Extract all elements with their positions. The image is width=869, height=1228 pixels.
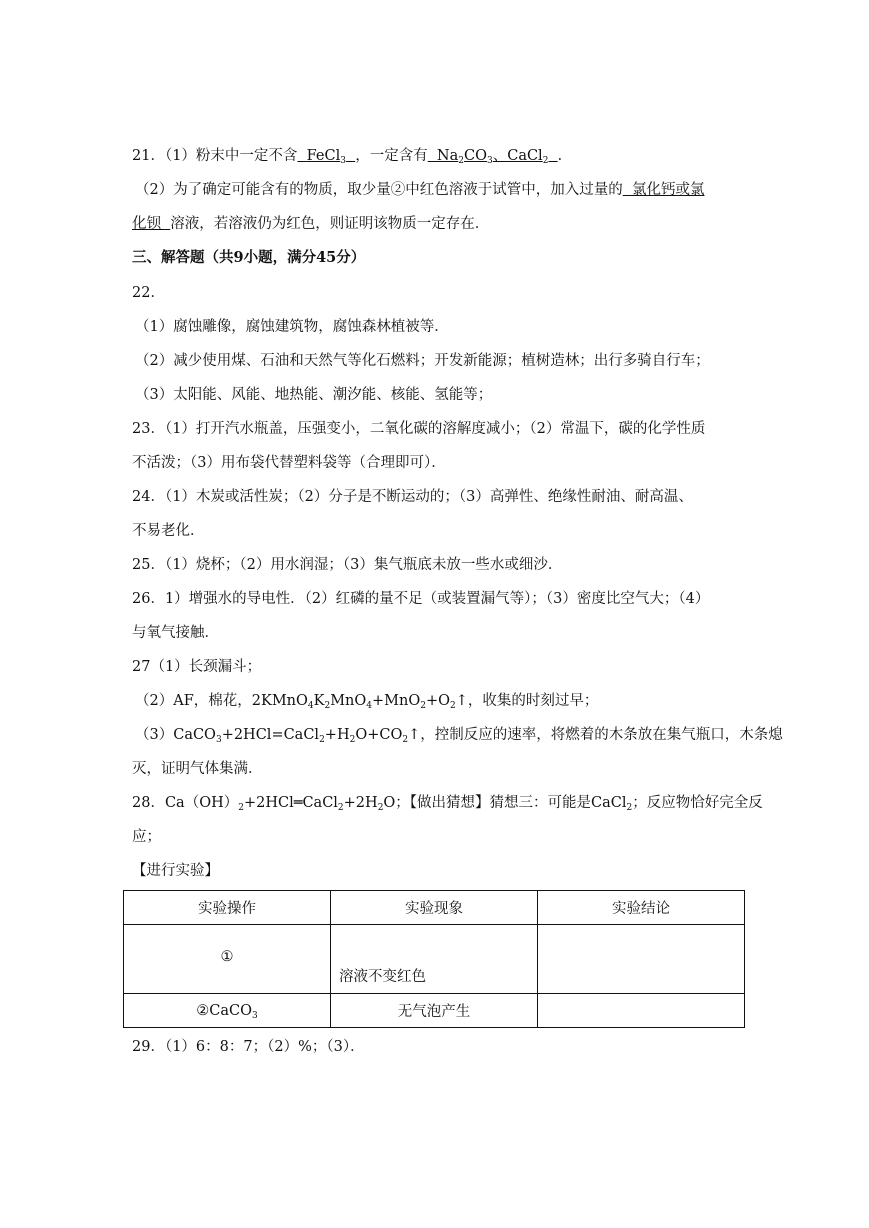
answer-text: 化钡 (132, 216, 161, 232)
answer-text: 、CaCl (492, 148, 543, 164)
q21-line2 (135, 181, 704, 199)
q22-number: 22． (132, 285, 165, 301)
answer-text: 氯化钙或氯 (631, 182, 705, 198)
q21-text: 溶液，若溶液仍为红色，则证明该物质一定存在． (170, 216, 490, 232)
q26-line2: 与氧气接触． (132, 625, 219, 641)
formula-text: ↑，控制反应的速率，将燃着的木条放在集气瓶口，木条熄 (408, 727, 783, 743)
formula-text: +2HCl=CaCl (221, 727, 320, 743)
operation-text: ②CaCO (196, 1002, 252, 1019)
answer-text: Na (436, 148, 459, 164)
subscript: 2 (324, 701, 331, 711)
formula-text: +2H (343, 795, 378, 811)
subscript: 3 (486, 156, 493, 166)
cell-conclusion (538, 994, 745, 1028)
experiment-heading: 【进行实验】 (132, 863, 219, 879)
subscript: 2 (450, 701, 456, 711)
answer-text: FeCl (306, 148, 341, 164)
subscript: 2 (458, 156, 464, 166)
q28-line1 (132, 794, 763, 812)
q21-text: ． (557, 148, 573, 164)
header-phenomenon: 实验现象 (331, 891, 538, 925)
section-heading: 三、解答题（共9小题，满分45分） (132, 249, 366, 266)
cell-phenomenon (331, 925, 538, 994)
q22-line1: （1）腐蚀雕像，腐蚀建筑物，腐蚀森林植被等． (135, 319, 449, 335)
subscript: 4 (366, 701, 373, 711)
q21-line1 (132, 147, 572, 165)
cell-phenomenon: 无气泡产生 (331, 994, 538, 1028)
formula-text: 28．Ca（OH） (132, 795, 239, 811)
subscript: 3 (215, 735, 222, 745)
formula-text: O+CO (355, 727, 403, 743)
cell-conclusion (538, 925, 745, 994)
subscript: 3 (252, 1010, 258, 1021)
q27-line2 (135, 692, 598, 710)
subscript: 2 (349, 735, 356, 745)
q29-line1: 29．（1）6：8：7；（2）%；（3）． (132, 1039, 365, 1055)
formula-text: +MnO (372, 693, 421, 709)
formula-text: （2）AF，棉花，2KMnO (135, 693, 308, 709)
q21-answer-reagent (623, 182, 705, 198)
subscript: 4 (307, 701, 314, 711)
q21-answer-na2co3-cacl2 (428, 148, 558, 164)
q25-line1: 25．（1）烧杯；（2）用水润湿；（3）集气瓶底未放一些水或细沙． (132, 557, 563, 573)
subscript: 2 (377, 803, 384, 813)
subscript: 2 (626, 803, 633, 813)
q21-text: （2）为了确定可能含有的物质，取少量②中红色溶液于试管中，加入过量的 (135, 182, 623, 198)
q27-line3 (135, 726, 783, 744)
q27-line1: 27（1）长颈漏斗； (132, 659, 262, 675)
cell-operation (124, 994, 331, 1028)
q21-text: 21．（1）粉末中一定不含 (132, 148, 298, 164)
header-conclusion: 实验结论 (538, 891, 745, 925)
q28-line2: 应； (132, 829, 161, 845)
formula-text: K (313, 693, 325, 709)
subscript: 2 (402, 735, 409, 745)
operation-text: ① (220, 949, 234, 965)
formula-text: ↑，收集的时刻过早； (455, 693, 599, 709)
formula-text: （3）CaCO (135, 727, 216, 743)
formula-text: +H (324, 727, 350, 743)
experiment-table (123, 890, 745, 1028)
q23-line1: 23．（1）打开汽水瓶盖，压强变小，二氧化碳的溶解度减小；（2）常温下，碳的化学性质 (132, 421, 706, 437)
formula-text: O；【做出猜想】猜想三：可能是CaCl (383, 795, 627, 811)
formula-text: ；反应物恰好完全反 (632, 795, 763, 811)
q23-line2: 不活泼；（3）用布袋代替塑料袋等（合理即可）． (132, 455, 446, 471)
table-row (124, 925, 745, 994)
cell-operation (124, 925, 331, 994)
table-row (124, 994, 745, 1028)
q21-answer-reagent-cont (132, 216, 170, 232)
q21-answer-fecl3 (297, 148, 355, 164)
formula-text: +O (425, 693, 451, 709)
subscript: 2 (319, 735, 325, 745)
q27-line4: 灭，证明气体集满． (132, 761, 263, 777)
phenomenon-text: 溶液不变红色 (339, 969, 426, 985)
subscript: 2 (542, 156, 549, 166)
subscript: 2 (337, 803, 344, 813)
q21-line3 (132, 215, 489, 233)
q22-line2: （2）减少使用煤、石油和天然气等化石燃料；开发新能源；植树造林；出行多骑自行车； (135, 353, 710, 369)
q22-line3: （3）太阳能、风能、地热能、潮汐能、核能、氢能等； (135, 387, 493, 403)
table-header-row (124, 891, 745, 925)
q26-line1: 26．1）增强水的导电性．（2）红磷的量不足（或装置漏气等）；（3）密度比空气大；（4） (132, 591, 710, 607)
formula-text: MnO (330, 693, 367, 709)
answer-text: CO (464, 148, 487, 164)
q21-text: ，一定含有 (355, 148, 428, 164)
header-operation: 实验操作 (124, 891, 331, 925)
subscript: 3 (340, 156, 346, 166)
subscript: 2 (238, 803, 244, 813)
subscript: 2 (420, 701, 426, 711)
formula-text: +2HCl═CaCl (243, 795, 338, 811)
q24-line2: 不易老化． (132, 523, 205, 539)
q24-line1: 24．（1）木炭或活性炭；（2）分子是不断运动的；（3）高弹性、绝缘性耐油、耐高温、 (132, 489, 693, 505)
